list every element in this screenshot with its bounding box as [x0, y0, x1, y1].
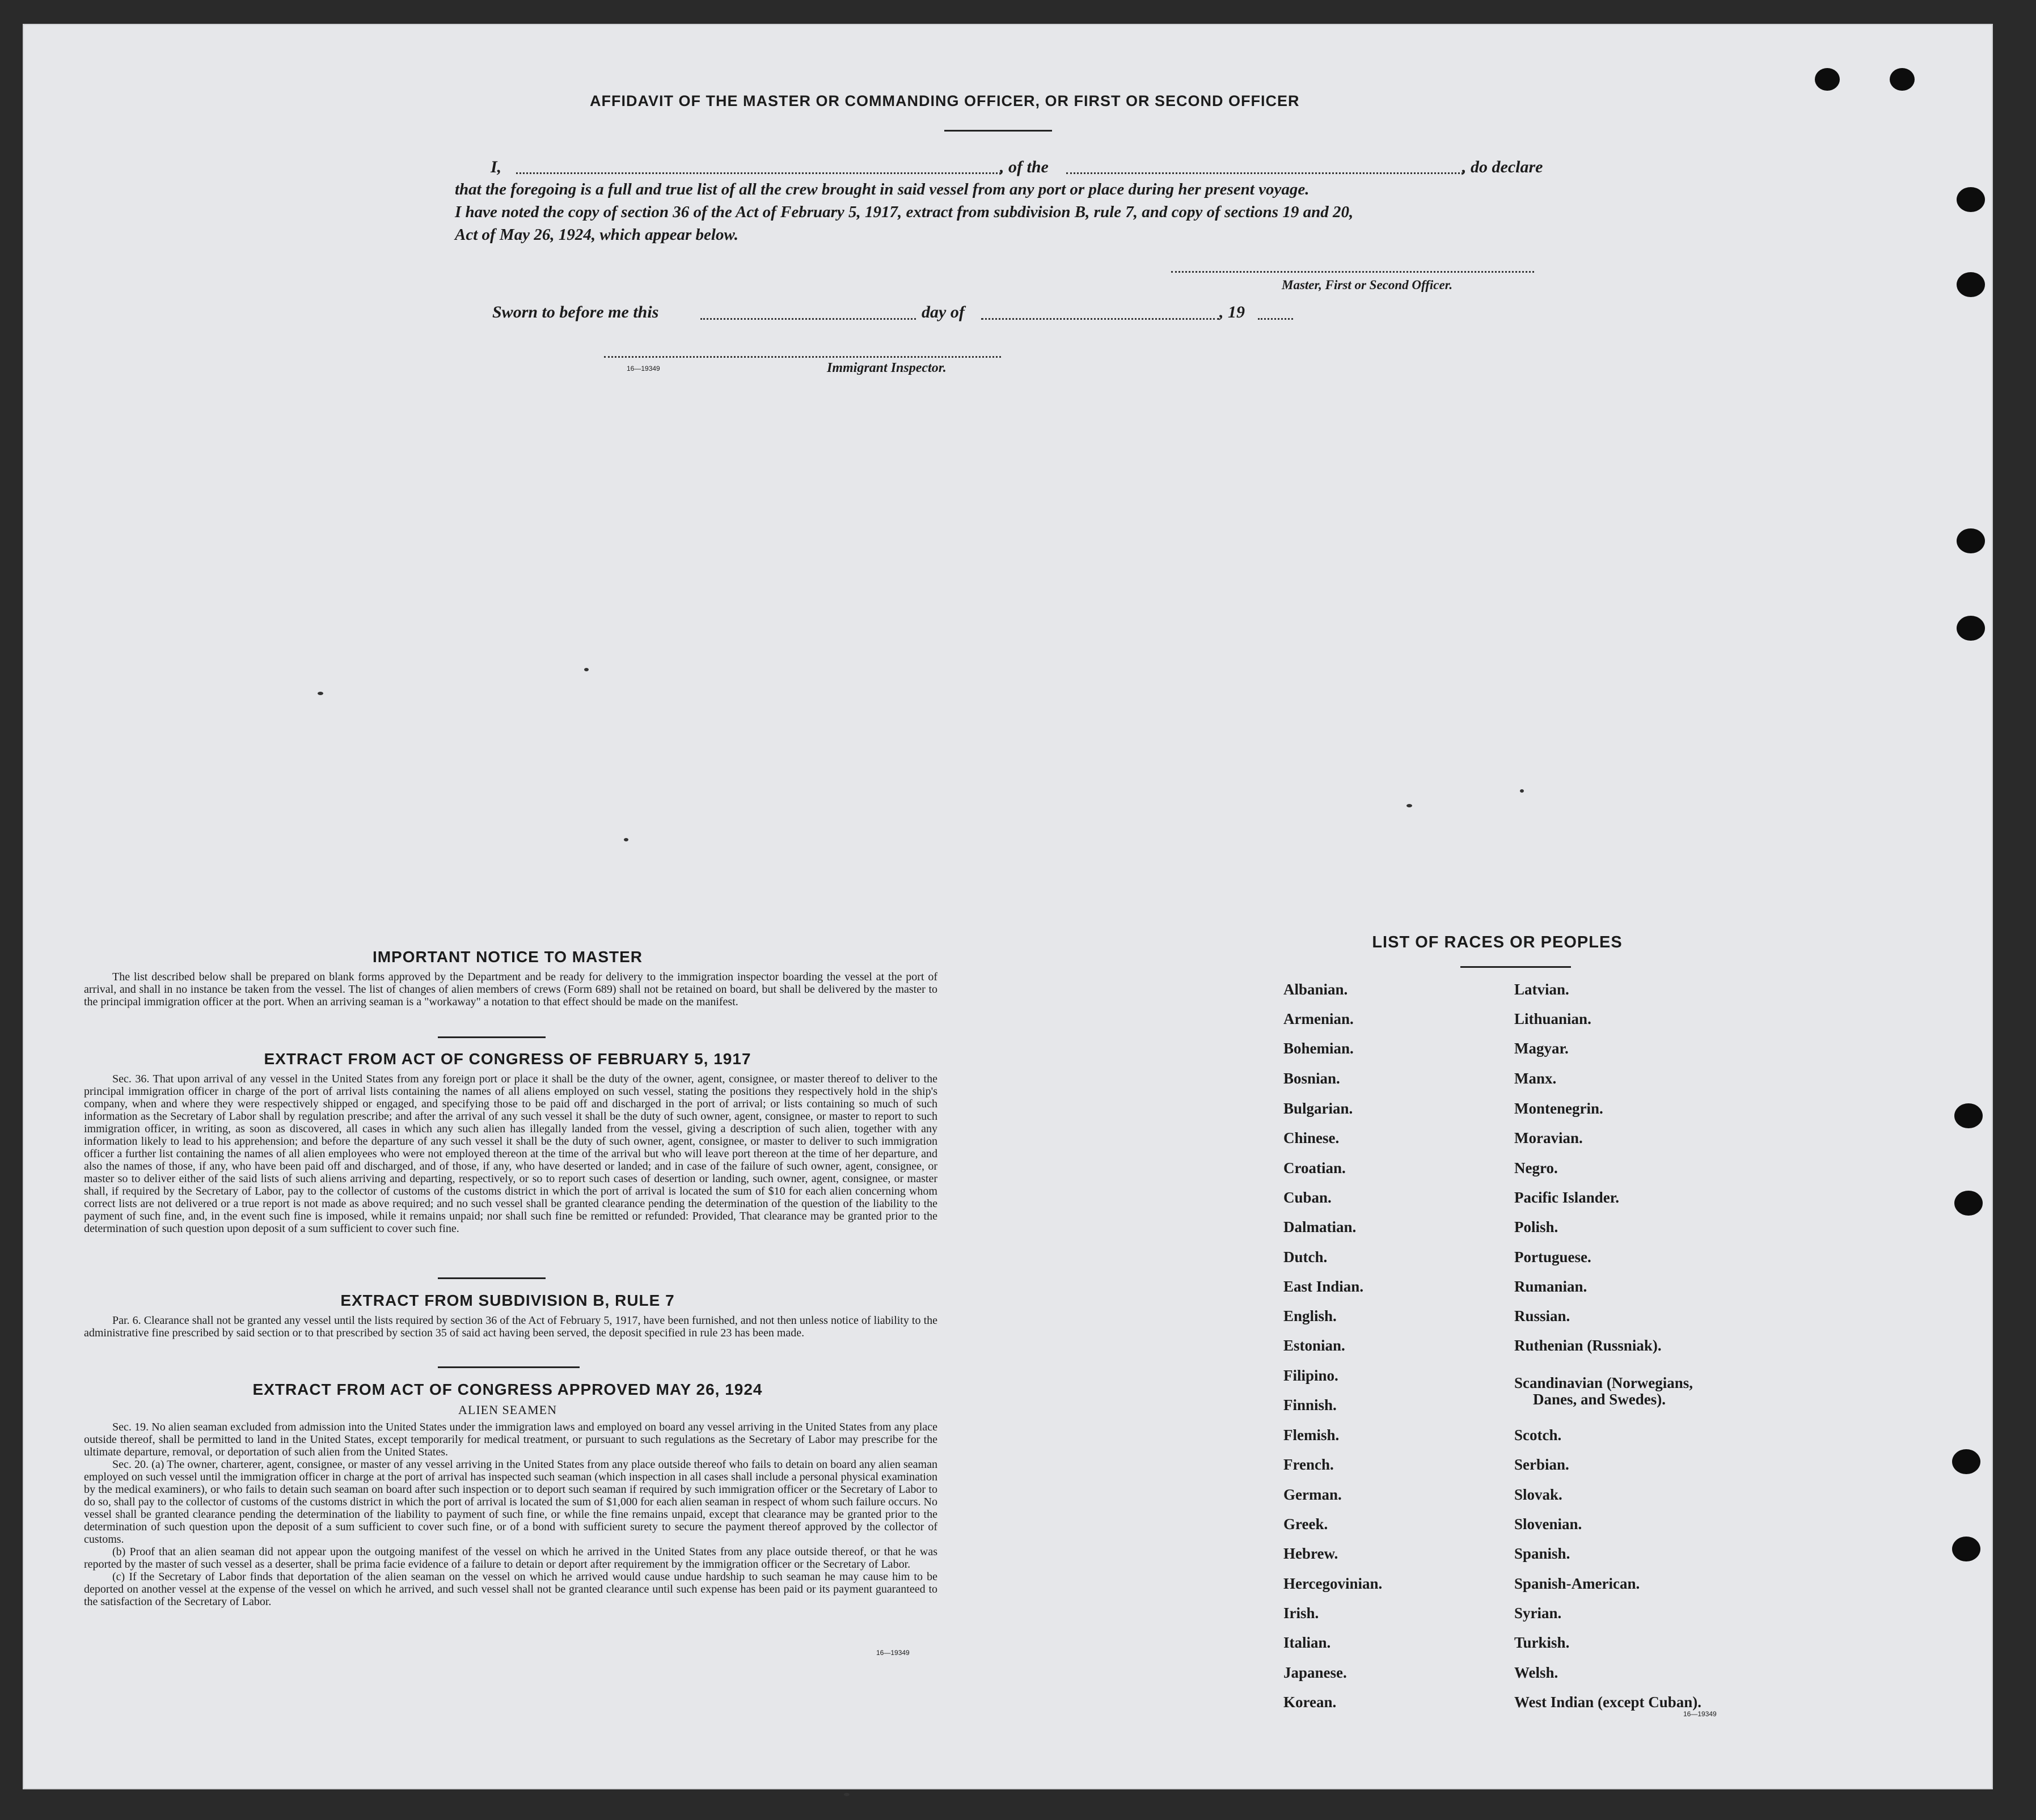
- race-item-right: Ruthenian (Russniak).: [1514, 1337, 1662, 1354]
- notice-text: The list described below shall be prepared on blank forms approved by the Department and be ready for delivery to the immigration inspector boarding the vessel at the port of arrival, and shall in no instance be taken from the vessel. The list of changes of alien members of crews (Form 689) shall not be retained on board, but shall be delivered by the master to the principal immigration officer at the port. When an arriving seaman is a "workaway" a notation to that effect should be made on the manifest.: [84, 971, 937, 1008]
- master-signature-label: Master, First or Second Officer.: [1282, 278, 1453, 292]
- section-20a-text: Sec. 20. (a) The owner, charterer, agent, consignee, or master of any vessel arriving in the United States from any place outside thereof who fails to detain on board any alien seaman employed on such vessel until the immigration officer in charge at the port of arrival has inspected such seaman (which inspection in all cases shall include a personal physical examination by the medical examiners), or who fails to detain such seaman on board after such inspection or to deport such seaman if required by such immigration officer or the Secretary of Labor to do so, shall pay to the collector of customs of the customs district in which the port of arrival is located the sum of $1,000 for each alien seaman in respect of whom such failure occurs. No vessel shall be granted clearance pending the determination of the liability to payment of such fine, or while the fine remains unpaid, except that clearance may be granted prior to the determination of such question upon the deposit of a sum sufficient to cover such fine, or of a bond with sufficient surety to secure the payment thereof approved by the collector of customs.: [84, 1458, 937, 1546]
- subdivision-b-title: EXTRACT FROM SUBDIVISION B, RULE 7: [340, 1292, 675, 1309]
- race-item-left: Bosnian.: [1283, 1070, 1340, 1087]
- inspector-label: Immigrant Inspector.: [827, 361, 947, 375]
- sworn-year-field[interactable]: [1258, 318, 1293, 320]
- section-20b-text: (b) Proof that an alien seaman did not appear upon the outgoing manifest of the vessel on which he arrived in the United States from any place outside thereof, or that he was reported by the master of such vessel as a deserter, shall be prima facie evidence of a failure to detain or deport after requirement by the immigration officer or the Secretary of Labor.: [84, 1546, 937, 1571]
- race-item-right: Lithuanian.: [1514, 1010, 1591, 1027]
- punch-hole-6: [1957, 616, 1985, 641]
- race-item-right: Serbian.: [1514, 1456, 1569, 1473]
- affidavit-line1-of-the: , of the: [1000, 158, 1049, 176]
- race-item-left: Albanian.: [1283, 981, 1348, 998]
- sworn-year: , 19: [1219, 303, 1245, 321]
- races-form-number: 16—19349: [1683, 1710, 1717, 1718]
- punch-hole-5: [1957, 528, 1985, 553]
- race-item-right: Russian.: [1514, 1307, 1570, 1324]
- ink-speck: [1406, 804, 1412, 807]
- race-item-left: Korean.: [1283, 1694, 1337, 1711]
- race-item-left: English.: [1283, 1307, 1337, 1324]
- race-item-left: Cuban.: [1283, 1189, 1332, 1206]
- affidavit-line3: I have noted the copy of section 36 of the Act of February 5, 1917, extract from subdivision B, rule 7, and copy of sections 19 and 20,: [455, 203, 1354, 221]
- race-item-left: Dutch.: [1283, 1248, 1328, 1265]
- notice-title: IMPORTANT NOTICE TO MASTER: [372, 948, 643, 966]
- affidavit-line4: Act of May 26, 1924, which appear below.: [455, 226, 738, 244]
- extract-1924-title: EXTRACT FROM ACT OF CONGRESS APPROVED MAY 26, 1924: [252, 1381, 763, 1398]
- race-item-right: Danes, and Swedes).: [1533, 1391, 1666, 1408]
- affidavit-line1-declare: , do declare: [1462, 158, 1543, 176]
- name-field[interactable]: [516, 172, 1001, 174]
- punch-hole-4: [1957, 272, 1985, 297]
- extract-1924-form-number: 16—19349: [876, 1649, 910, 1657]
- affidavit-line2: that the foregoing is a full and true list of all the crew brought in said vessel from any port or place during her present voyage.: [455, 180, 1310, 198]
- punch-hole-7: [1954, 1103, 1983, 1128]
- race-item-right: Welsh.: [1514, 1664, 1558, 1681]
- punch-hole-9: [1952, 1449, 1980, 1474]
- sworn-text: Sworn to before me this: [492, 303, 659, 321]
- ink-speck: [584, 668, 589, 671]
- race-item-left: East Indian.: [1283, 1278, 1364, 1295]
- race-item-left: Hebrew.: [1283, 1545, 1338, 1562]
- race-item-right: Scotch.: [1514, 1427, 1562, 1444]
- race-item-left: Bulgarian.: [1283, 1100, 1353, 1117]
- race-item-right: Negro.: [1514, 1159, 1558, 1176]
- race-item-left: Dalmatian.: [1283, 1218, 1357, 1235]
- race-item-left: Filipino.: [1283, 1367, 1338, 1384]
- race-item-left: Armenian.: [1283, 1010, 1354, 1027]
- sworn-day-field[interactable]: [700, 318, 916, 320]
- race-item-right: Turkish.: [1514, 1634, 1570, 1651]
- sworn-day-of: day of: [922, 303, 965, 321]
- ink-speck: [1520, 789, 1524, 793]
- affidavit-divider: [944, 130, 1052, 132]
- race-item-left: Finnish.: [1283, 1396, 1337, 1413]
- race-item-left: Bohemian.: [1283, 1040, 1354, 1057]
- extract-1917-text: Sec. 36. That upon arrival of any vessel in the United States from any foreign port or place it shall be the duty of the owner, agent, consignee, or master thereof to deliver to the principal immigration officer in charge of the port of arrival lists containing the names of all aliens employed on such vessel, stating the positions they respectively hold in the ship's company, when and where they were respectively shipped or engaged, and specifying those to be paid off and discharged in the port of arrival; or lists containing so much of such information as the Secretary of Labor shall by regulation prescribe; and after the arrival of any such vessel it shall be the duty of such owner, agent, consignee, or master to report to such immigration officer, in writing, as soon as discovered, all cases in which any such alien has illegally landed from the vessel, giving a description of such alien, together with any information likely to lead to his apprehension; and before the departure of any such vessel it shall be the duty of such owner, agent, consignee, or master to deliver to such immigration officer a further list containing the names of all alien employees who were not employed thereon at the time of the arrival but who will leave port thereon at the time of her departure, and also the names of those, if any, who have been paid off and discharged, and of those, if any, who have deserted or landed; and in case of the failure of such owner, agent, consignee, or master so to deliver either of the said lists of such aliens arriving and departing, respectively, or so to report such cases of desertion or landing, such owner, agent, consignee, or master shall, if required by the Secretary of Labor, pay to the collector of customs of the customs district in which the port of arrival is located the sum of $10 for each alien concerning whom correct lists are not delivered or a true report is not made as above required; and no such vessel shall be granted clearance pending the determination of the question of the liability to the payment of such fine, and, in the event such fine is imposed, while it remains unpaid; nor shall such fine be remitted or refunded: Provided, That clearance may be granted prior to the determination of such question upon deposit of a sum sufficient to cover such fine.: [84, 1073, 937, 1235]
- races-title: LIST OF RACES OR PEOPLES: [1372, 933, 1623, 951]
- affidavit-form-number: 16—19349: [627, 365, 660, 373]
- race-item-right: Scandinavian (Norwegians,: [1514, 1374, 1693, 1391]
- race-item-left: Flemish.: [1283, 1427, 1340, 1444]
- subdivision-b-text: Par. 6. Clearance shall not be granted any vessel until the lists required by section 36 of the Act of February 5, 1917, have been furnished, and not then unless notice of liability to the administrative fine prescribed by said section or to that prescribed by section 35 of said act having been served, the deposit specified in rule 23 has been made.: [84, 1314, 937, 1339]
- master-signature-field[interactable]: [1171, 271, 1534, 273]
- race-item-right: Syrian.: [1514, 1605, 1562, 1622]
- race-item-right: Manx.: [1514, 1070, 1557, 1087]
- extract-1917-divider: [438, 1277, 546, 1279]
- ink-speck: [318, 692, 323, 695]
- section-20c-text: (c) If the Secretary of Labor finds that deportation of the alien seaman on the vessel on which he arrived would cause undue hardship to such seaman he may cause him to be deported on another vessel at the expense of the vessel on which he arrived, and such vessel shall not be granted clearance until such expense has been paid or its payment guaranteed to the satisfaction of the Secretary of Labor.: [84, 1571, 937, 1608]
- inspector-signature-field[interactable]: [604, 356, 1001, 358]
- race-item-right: Spanish.: [1514, 1545, 1570, 1562]
- race-item-left: German.: [1283, 1486, 1342, 1503]
- race-item-left: Croatian.: [1283, 1159, 1346, 1176]
- race-item-left: Greek.: [1283, 1516, 1328, 1533]
- ink-speck: [844, 1793, 850, 1796]
- race-item-right: Portuguese.: [1514, 1248, 1591, 1265]
- alien-seamen-subtitle: ALIEN SEAMEN: [458, 1403, 557, 1417]
- race-item-right: Latvian.: [1514, 981, 1569, 998]
- punch-hole-2: [1890, 68, 1915, 91]
- race-item-right: Slovak.: [1514, 1486, 1562, 1503]
- race-item-right: Montenegrin.: [1514, 1100, 1603, 1117]
- race-item-left: Japanese.: [1283, 1664, 1347, 1681]
- ink-speck: [624, 838, 628, 841]
- extract-1924-body: [84, 1421, 937, 1608]
- sworn-month-field[interactable]: [981, 318, 1219, 320]
- race-item-right: Polish.: [1514, 1218, 1558, 1235]
- race-item-left: Italian.: [1283, 1634, 1331, 1651]
- race-item-left: Estonian.: [1283, 1337, 1345, 1354]
- vessel-field[interactable]: [1066, 172, 1463, 174]
- subdivision-b-divider: [438, 1366, 580, 1368]
- extract-1917-title: EXTRACT FROM ACT OF CONGRESS OF FEBRUARY 5, 1917: [264, 1050, 751, 1068]
- punch-hole-1: [1815, 68, 1840, 91]
- race-item-right: Spanish-American.: [1514, 1575, 1640, 1592]
- affidavit-title: AFFIDAVIT OF THE MASTER OR COMMANDING OFFICER, OR FIRST OR SECOND OFFICER: [590, 92, 1300, 109]
- race-item-right: West Indian (except Cuban).: [1514, 1694, 1702, 1711]
- affidavit-line1-i: I,: [491, 158, 502, 176]
- race-item-right: Slovenian.: [1514, 1516, 1582, 1533]
- race-item-left: French.: [1283, 1456, 1334, 1473]
- race-item-right: Rumanian.: [1514, 1278, 1587, 1295]
- punch-hole-3: [1957, 187, 1985, 212]
- race-item-right: Moravian.: [1514, 1129, 1583, 1146]
- race-item-left: Irish.: [1283, 1605, 1319, 1622]
- punch-hole-8: [1954, 1191, 1983, 1216]
- section-19-text: Sec. 19. No alien seaman excluded from admission into the United States under the immigration laws and employed on board any vessel arriving in the United States from any place outside thereof, shall be permitted to land in the United States, except temporarily for medical treatment, or pursuant to such regulations as the Secretary of Labor may prescribe for the ultimate departure, removal, or deportation of such alien from the United States.: [84, 1421, 937, 1458]
- race-item-left: Chinese.: [1283, 1129, 1340, 1146]
- race-item-right: Pacific Islander.: [1514, 1189, 1619, 1206]
- punch-hole-10: [1952, 1537, 1980, 1561]
- notice-divider: [438, 1036, 546, 1038]
- race-item-left: Hercegovinian.: [1283, 1575, 1383, 1592]
- races-divider: [1460, 966, 1571, 968]
- race-item-right: Magyar.: [1514, 1040, 1569, 1057]
